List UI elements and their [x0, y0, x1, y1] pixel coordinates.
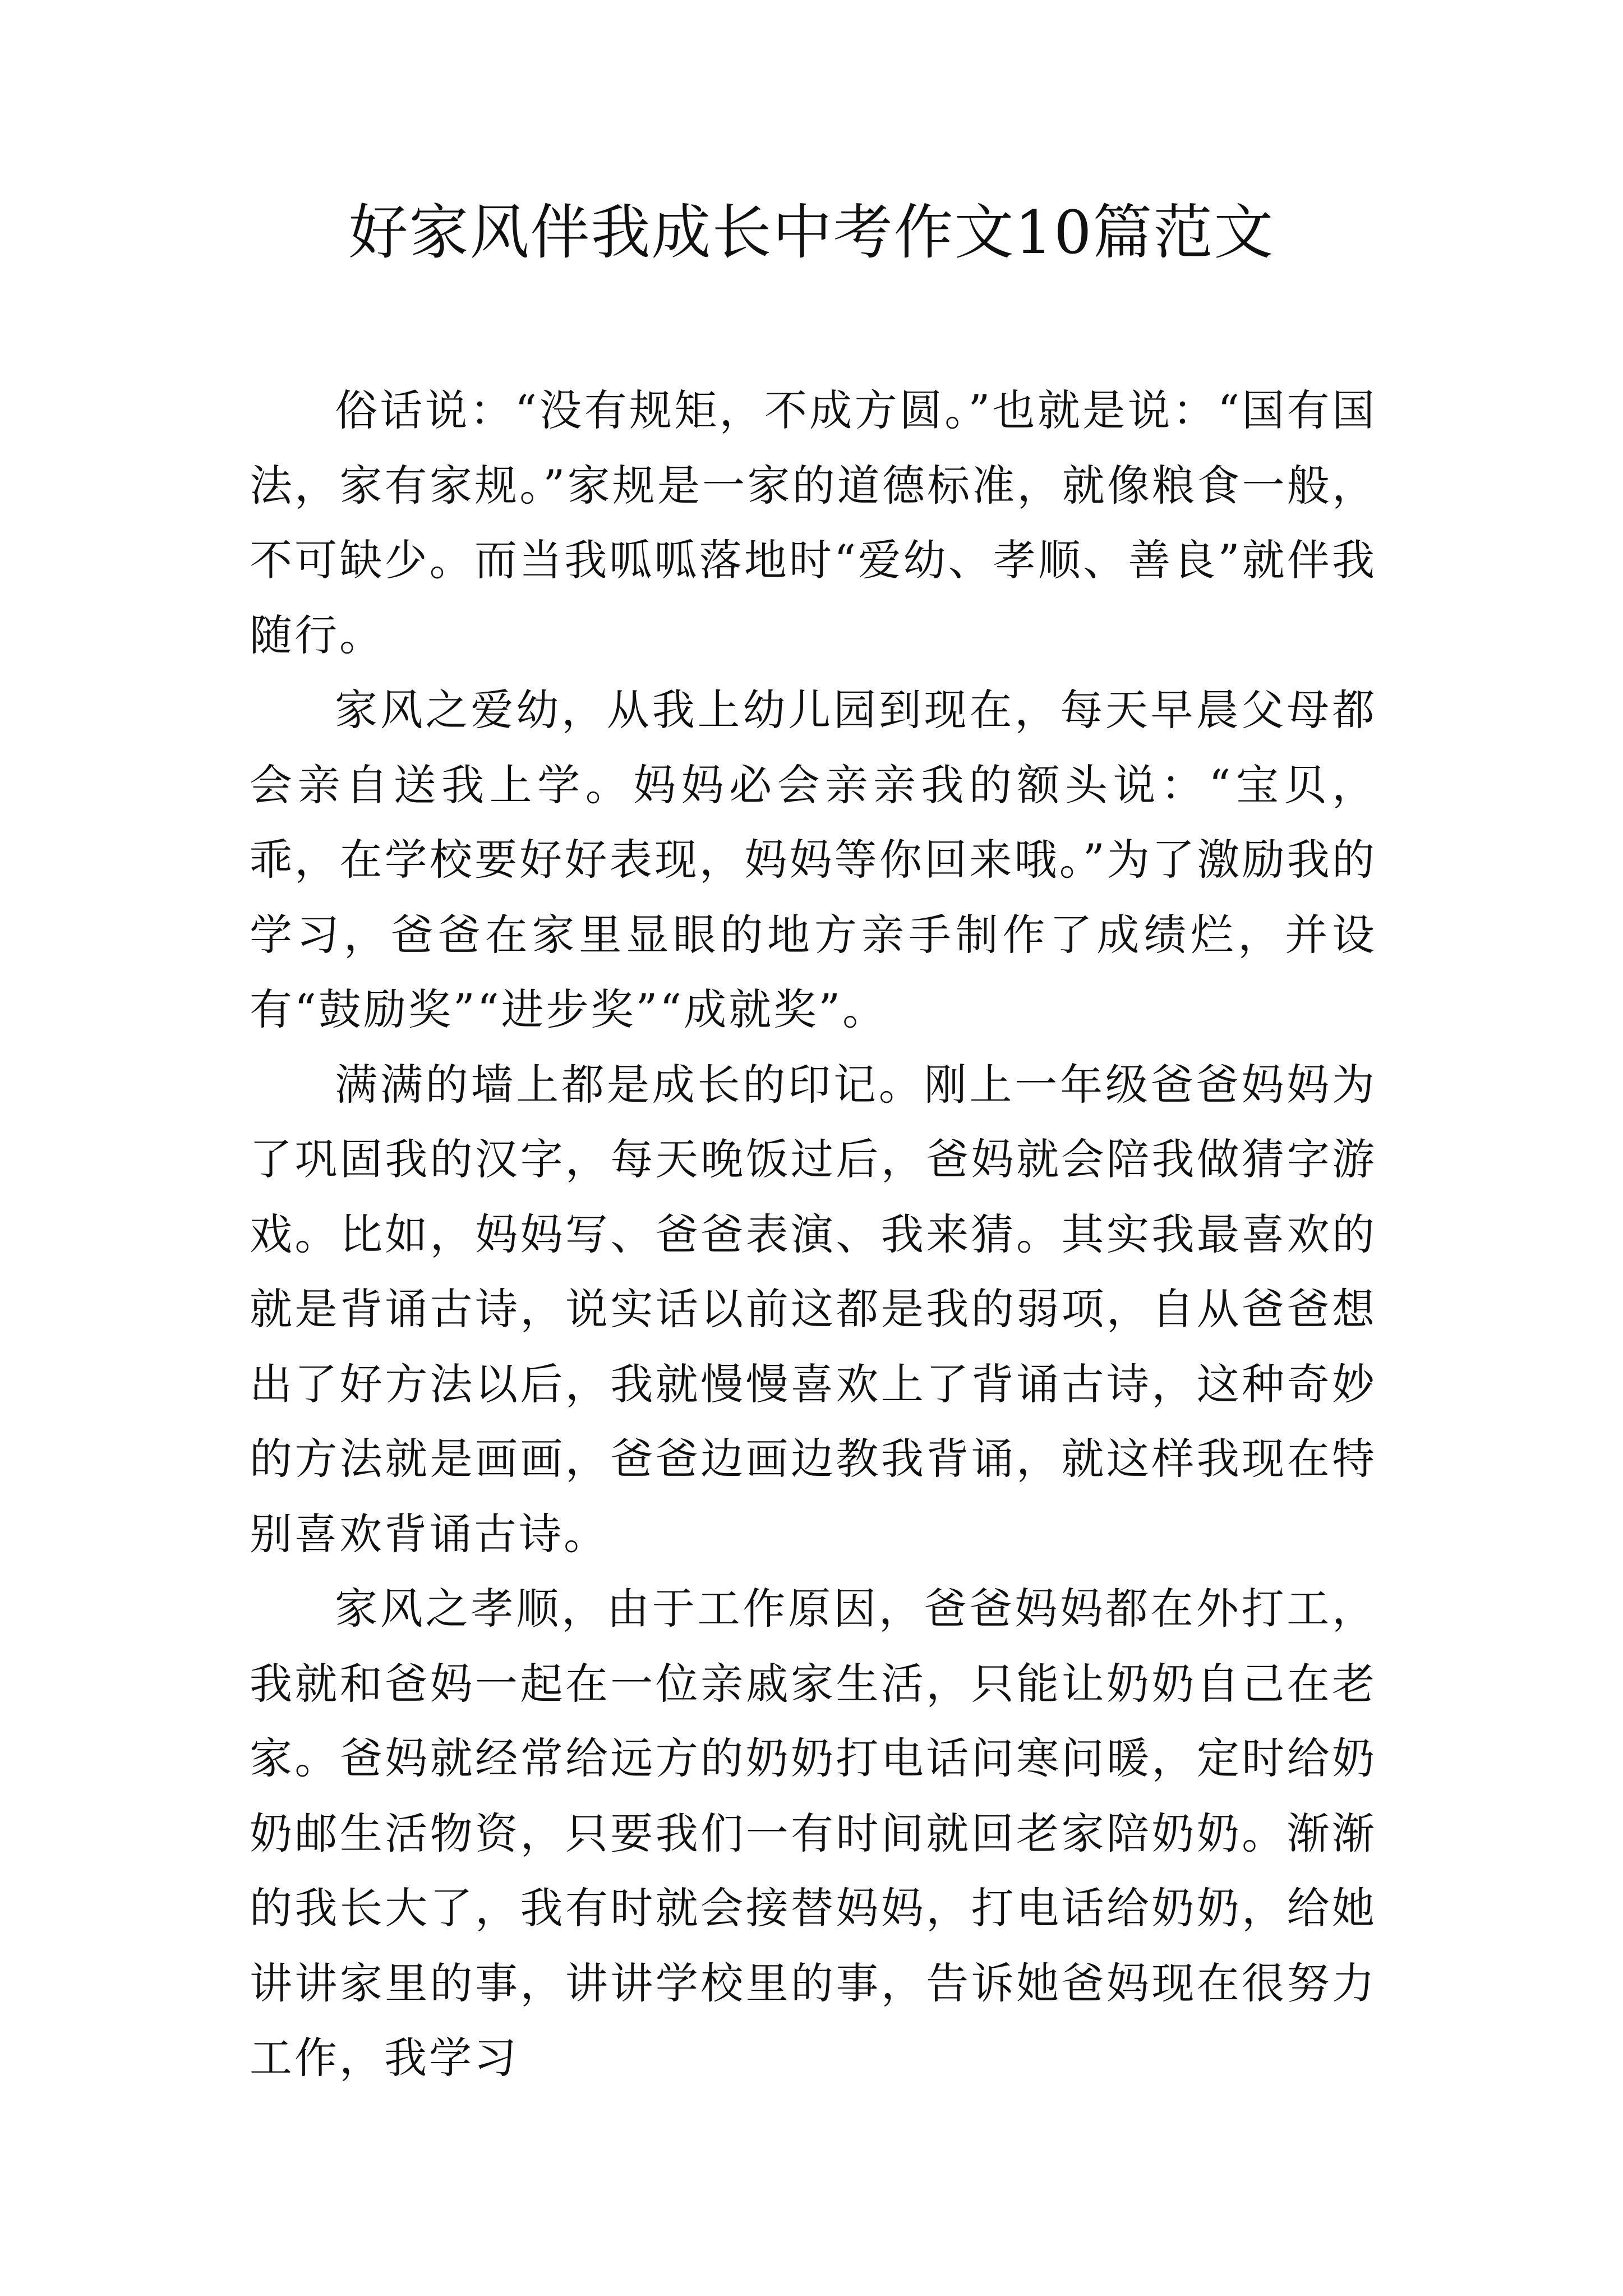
- document-title: 好家风伴我成长中考作文10篇范文: [348, 198, 1275, 267]
- paragraph-1: 俗话说：“没有规矩，不成方圆。”也就是说：“国有国法，家有家规。”家规是一家的道德标准，就像粮食一般，不可缺少。而当我呱呱落地时“爱幼、孝顺、善良”就伴我随行。: [250, 385, 1377, 660]
- document-body: [250, 373, 1377, 2096]
- paragraph-4: 家风之孝顺，由于工作原因，爸爸妈妈都在外打工，我就和爸妈一起在一位亲戚家生活，只能让奶奶自己在老家。爸妈就经常给远方的奶奶打电话问寒问暖，定时给奶奶邮生活物资，只要我们一有时间就回老家陪奶奶。渐渐的我长大了，我有时就会接替妈妈，打电话给奶奶，给她讲讲家里的事，讲讲学校里的事，告诉她爸妈现在很努力工作，我学习: [250, 1584, 1377, 2083]
- paragraph-3: 满满的墙上都是成长的印记。刚上一年级爸爸妈妈为了巩固我的汉字，每天晚饭过后，爸妈就会陪我做猜字游戏。比如，妈妈写、爸爸表演、我来猜。其实我最喜欢的就是背诵古诗，说实话以前这都是我的弱项，自从爸爸想出了好方法以后，我就慢慢喜欢上了背诵古诗，这种奇妙的方法就是画画，爸爸边画边教我背诵，就这样我现在特别喜欢背诵古诗。: [250, 1059, 1377, 1559]
- paragraph-2: 家风之爱幼，从我上幼儿园到现在，每天早晨父母都会亲自送我上学。妈妈必会亲亲我的额头说：“宝贝，乖，在学校要好好表现，妈妈等你回来哦。”为了激励我的学习，爸爸在家里显眼的地方亲手制作了成绩烂，并设有“鼓励奖”“进步奖”“成就奖”。: [250, 685, 1377, 1034]
